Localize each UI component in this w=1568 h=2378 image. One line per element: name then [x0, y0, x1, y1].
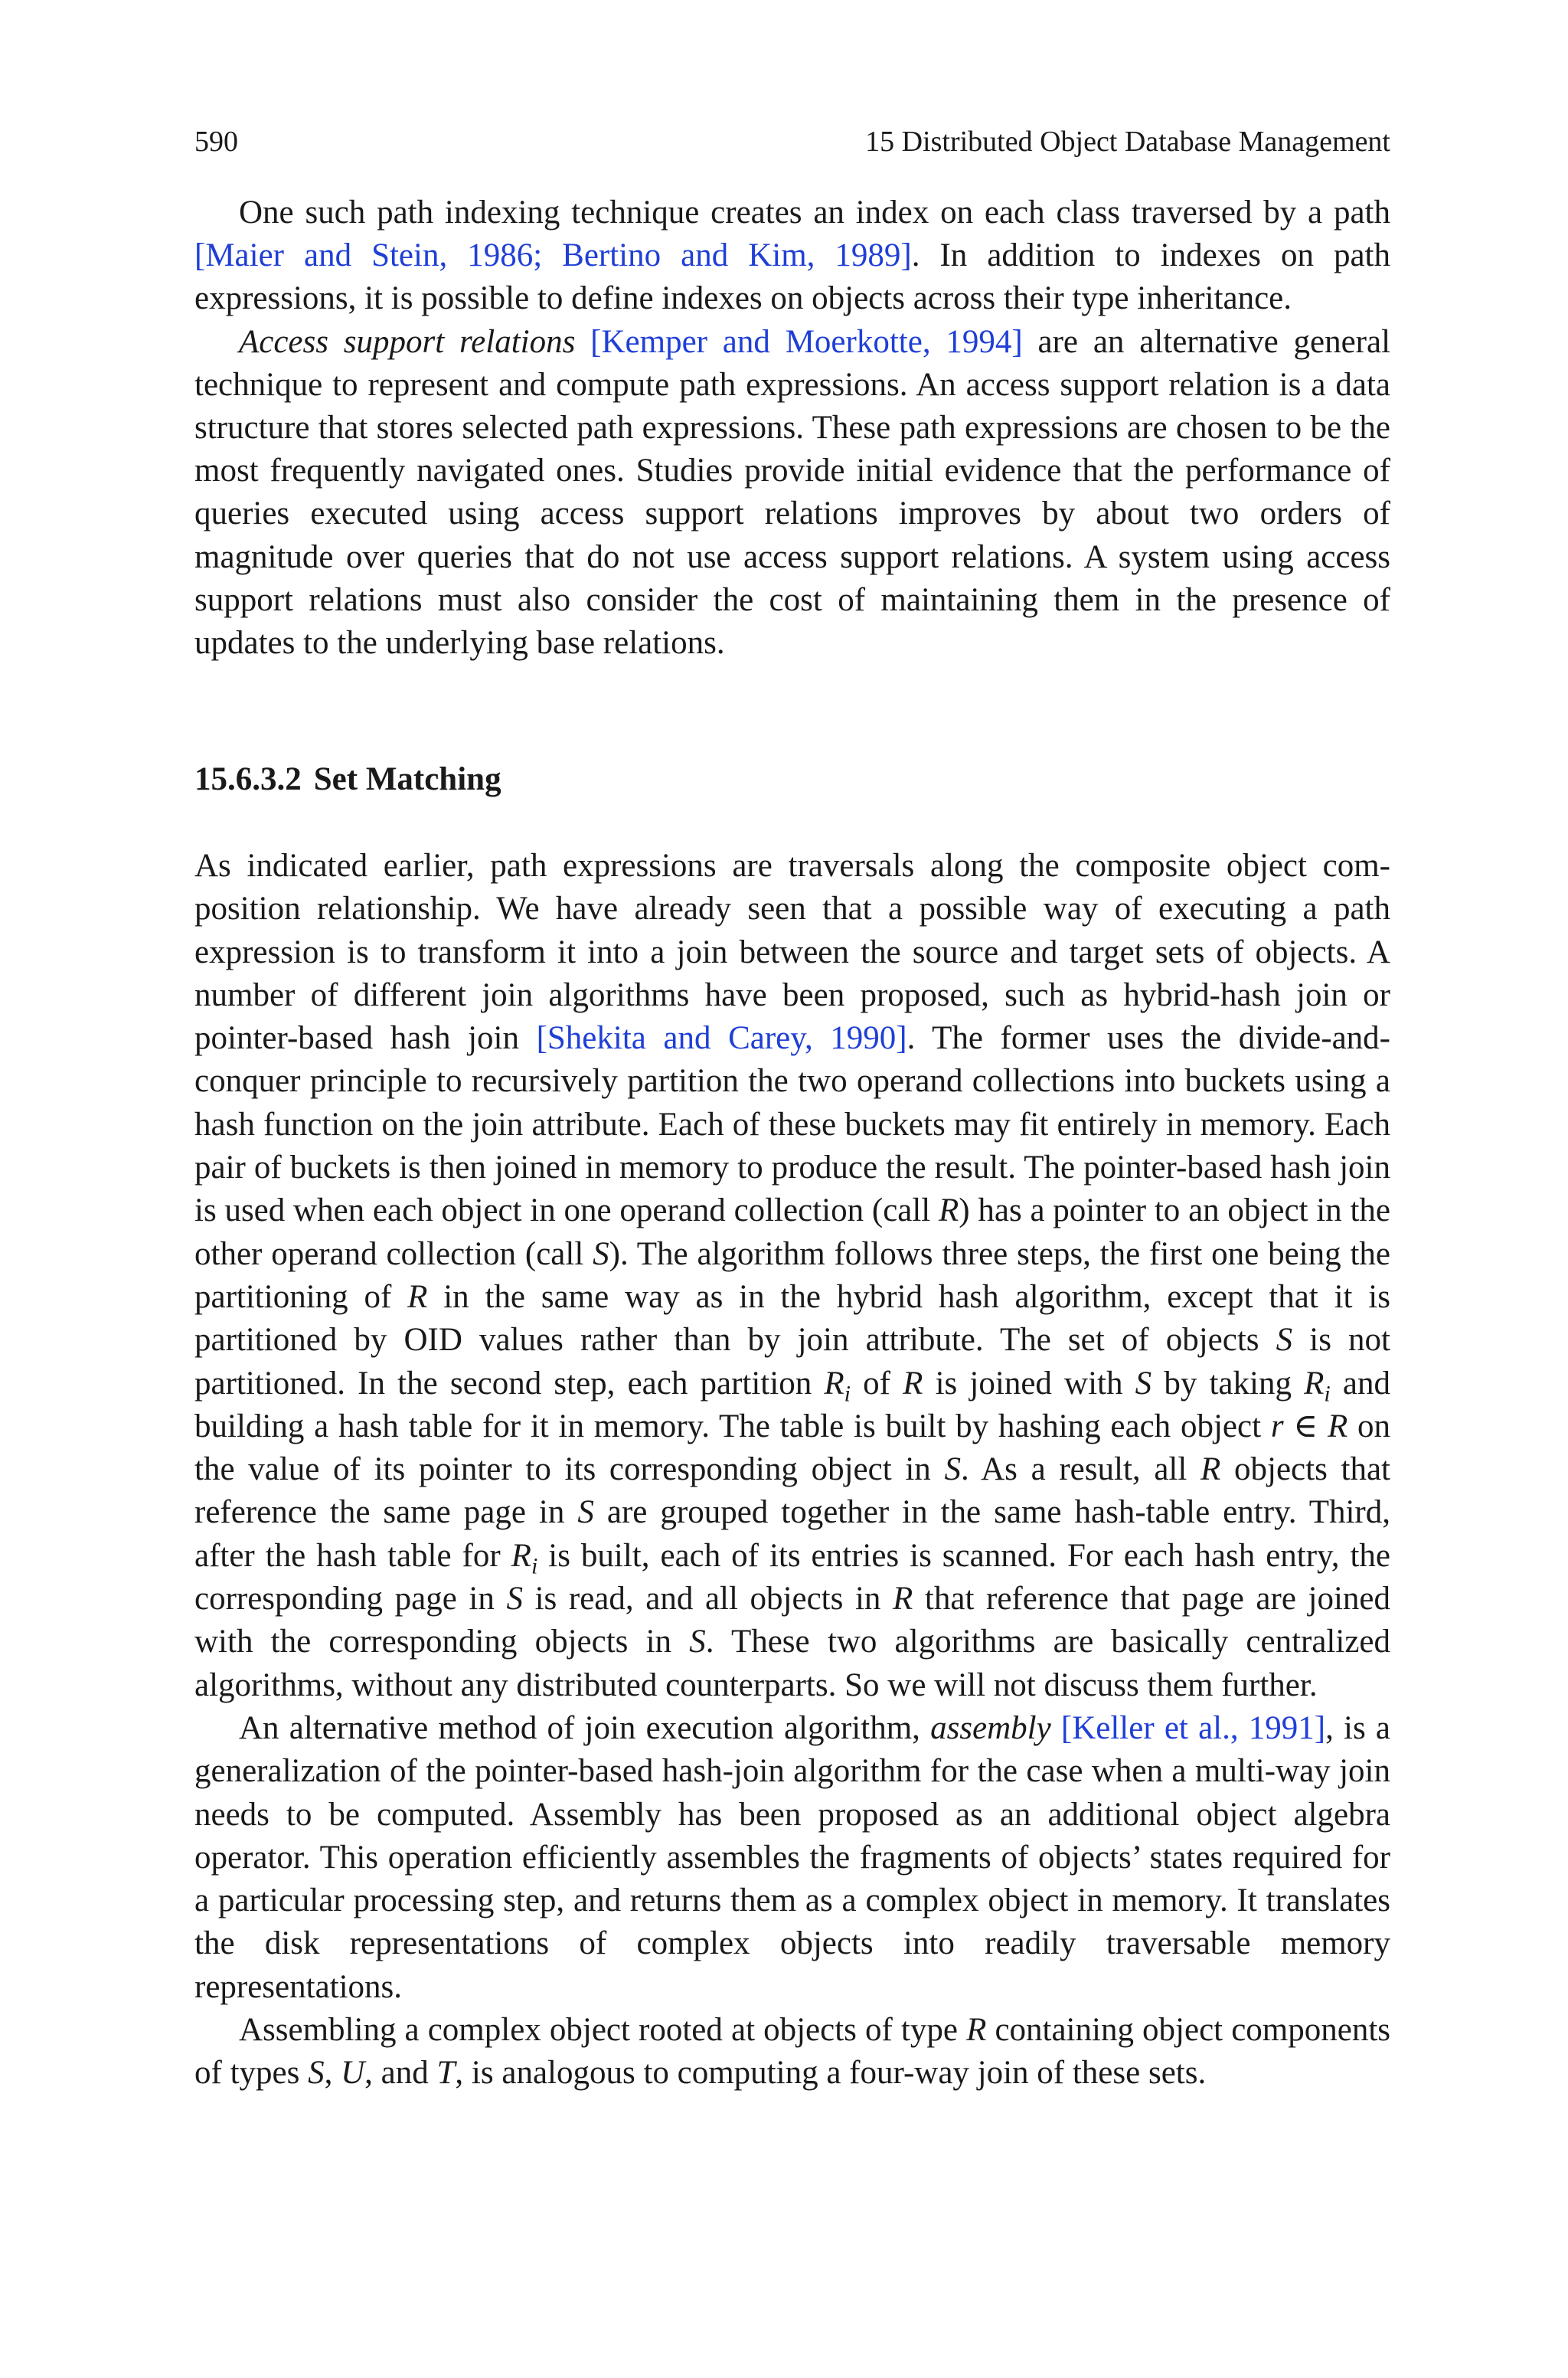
math-subscript: i	[844, 1381, 851, 1407]
running-head	[194, 125, 1390, 159]
paragraph	[194, 1707, 1390, 2009]
text-run: , is a generalization of the pointer-based hash-join algorithm for the case when a multi-way join needs to be computed. Assembly has been proposed as an additional object algebra operator. This operation efficiently assembles the fragments of objects’ states required for a particular processing step, and returns them as a complex object in memory. It translates the disk representations of complex objects into readily traversable memory representations.	[194, 1709, 1390, 2005]
section-heading	[194, 758, 501, 801]
citation-link[interactable]: [Kemper and Moerkotte, 1994]	[590, 323, 1023, 360]
math-symbol: R	[1200, 1451, 1221, 1488]
math-symbol: R	[511, 1537, 531, 1574]
math-symbol: R	[824, 1365, 844, 1402]
text-run: ,	[324, 2055, 341, 2092]
citation-link[interactable]: [Keller et al., 1991]	[1060, 1709, 1326, 1746]
text-run: is built, each of its entries is scanned. For each hash entry, the corresponding page in	[194, 1537, 1391, 1617]
text-run: ) has a pointer to an object in the other operand collection (call	[194, 1192, 1390, 1272]
text-run: ). The algorithm follows three steps, the first one being the partitioning of	[194, 1235, 1390, 1315]
paragraph	[194, 2009, 1390, 2095]
math-symbol: T	[436, 2055, 456, 2092]
text-run: by taking	[1152, 1365, 1305, 1402]
paragraph	[194, 321, 1390, 666]
paragraph	[194, 191, 1390, 321]
emphasis: assembly	[930, 1709, 1051, 1746]
math-subscript: i	[531, 1553, 538, 1579]
section-number: 15.6.3.2	[194, 761, 302, 797]
math-symbol: S	[577, 1494, 594, 1531]
intro-text	[194, 191, 1390, 665]
text-run: One such path indexing technique creates an index on each class traversed by a path	[239, 195, 1390, 231]
text-run: As indicated earlier, path expressions are traversals along the composite object composition relationship. We have already seen that a possible way of executing a path expression is to transform it into a join between the source and target sets of objects. A number of different join algorithms have been proposed, such as hybrid-hash join or pointer-based hash join	[194, 848, 1390, 1057]
section-title: Set Matching	[313, 761, 501, 797]
text-run: is read, and all objects in	[522, 1581, 893, 1617]
text-run: that reference that page are joined with the corresponding objects in	[194, 1581, 1391, 1660]
math-symbol: R	[903, 1365, 923, 1402]
math-symbol: R	[407, 1278, 428, 1315]
math-symbol: S	[1135, 1365, 1152, 1402]
text-run: objects that reference the same page in	[194, 1451, 1390, 1531]
text-run: . As a result, all	[961, 1451, 1201, 1488]
text-run: An alternative method of join execution algorithm,	[239, 1709, 931, 1746]
chapter-title: 15 Distributed Object Database Management	[865, 126, 1390, 158]
page-number: 590	[194, 126, 238, 158]
text-run: . In addition to indexes on path expressions, it is possible to define indexes on objects across their type inheritance.	[194, 237, 1391, 317]
text-run: are an alternative general technique to represent and compute path expressions. An access support relation is a data structure that stores selected path expressions. These path expressions are chosen to be the most frequently navigated ones. Studies provide initial evidence that the performance of queries executed using access support relations improves by about two orders of magnitude over queries that do not use access support relations. A system using access support relations must also consider the cost of maintaining them in the presence of updates to the underlying base relations.	[194, 323, 1391, 662]
text-run	[1051, 1710, 1061, 1746]
citation-link[interactable]: [Maier and Stein, 1986; Bertino and Kim, 1989]	[194, 237, 912, 274]
text-run: containing object components of types	[194, 2012, 1391, 2092]
math-subscript: i	[1324, 1381, 1331, 1407]
paragraph	[194, 845, 1390, 1707]
section-text	[194, 845, 1390, 2095]
math-symbol: S	[593, 1235, 609, 1272]
text-run: , and	[364, 2055, 437, 2092]
text-run	[575, 324, 590, 360]
math-symbol: R	[1304, 1365, 1325, 1402]
text-run: is joined with	[923, 1365, 1135, 1402]
math-symbol: R	[939, 1192, 959, 1229]
math-symbol: U	[341, 2055, 365, 2092]
math-symbol: R	[893, 1581, 913, 1617]
emphasis: Access support relations	[239, 323, 576, 360]
text-run: on the value of its pointer to its corresponding object in	[194, 1408, 1391, 1488]
text-run: , is analogous to computing a four-way join of these sets.	[455, 2055, 1207, 2092]
text-run: Assembling a complex object rooted at objects of type	[239, 2012, 967, 2049]
text-run: and building a hash table for it in memory. The table is built by hashing each object	[194, 1365, 1391, 1444]
math-symbol: R	[966, 2012, 987, 2049]
text-run: . The former uses the divide-and-conquer principle to recursively partition the two operand collections into buckets using a hash function on the join attribute. Each of these buckets may fit entirely in memory. Each pair of buckets is then joined in memory to produce the result. The pointer-based hash join is used when each object in one operand collection (call	[194, 1020, 1390, 1229]
text-run: of	[851, 1365, 903, 1402]
math-symbol: S	[944, 1451, 961, 1488]
text-run: in the same way as in the hybrid hash algorithm, except that it is partitioned by OID values rather than by join attribute. The set of objects	[194, 1278, 1390, 1359]
text-run: . These two algorithms are basically centralized algorithms, without any distributed counterparts. So we will not discuss them further.	[194, 1624, 1390, 1703]
math-symbol: S	[1276, 1322, 1293, 1359]
math-symbol: S	[506, 1581, 523, 1617]
math-symbol: S	[689, 1624, 706, 1660]
math-expression: r ∈ R	[1270, 1408, 1348, 1444]
citation-link[interactable]: [Shekita and Carey, 1990]	[536, 1020, 907, 1057]
math-symbol: S	[308, 2055, 325, 2092]
text-run: is not partitioned. In the second step, each partition	[194, 1322, 1390, 1402]
text-run: are grouped together in the same hash-table entry. Third, after the hash table for	[194, 1494, 1390, 1574]
